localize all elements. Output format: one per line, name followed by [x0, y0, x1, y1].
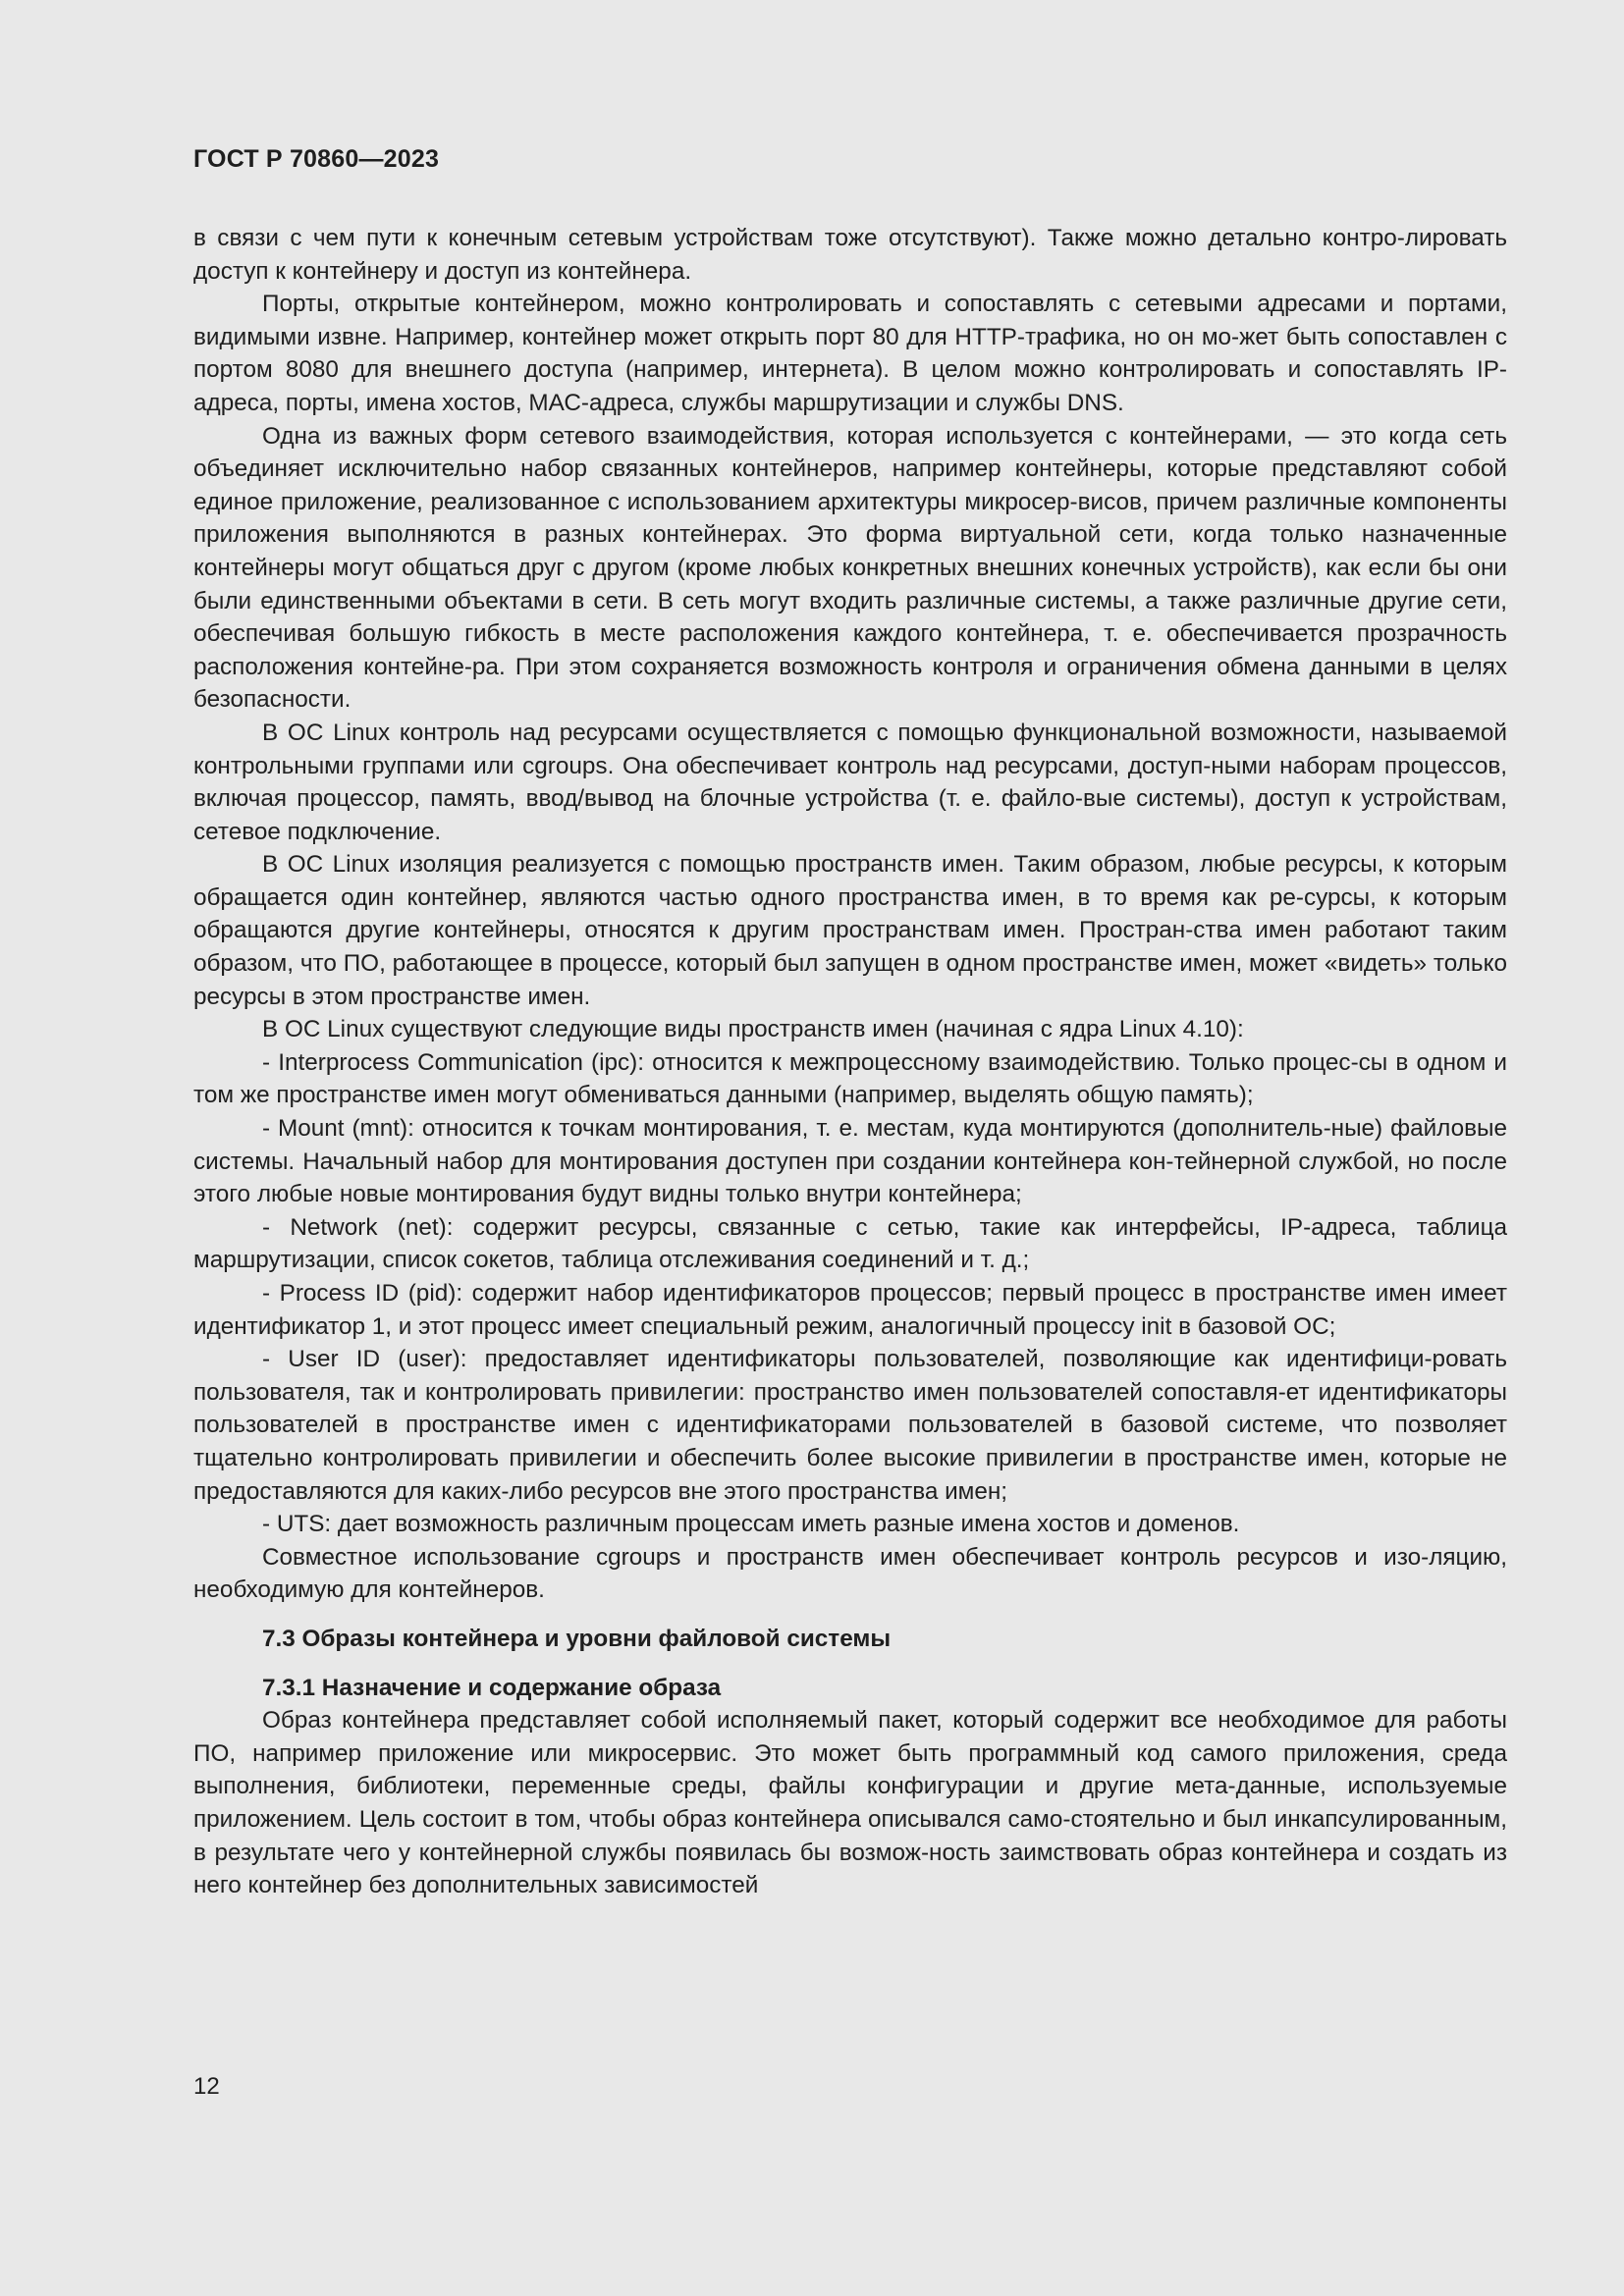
paragraph-summary: Совместное использование cgroups и пространств имен обеспечивает контроль ресурсов и изо-ляцию, необходимую для контейнеров. — [193, 1543, 1507, 1604]
paragraph-cgroups: В ОС Linux контроль над ресурсами осуществляется с помощью функциональной возможности, называемой контрольными группами или cgroups. Она обеспечивает контроль над ресурсами, доступ-ными наборам процессов, включая процессор, память, ввод/вывод на блочные устройства (т. е. файло-вые системы), доступ к устройствам, сетевое подключение. — [193, 719, 1507, 845]
list-item-mnt: - Mount (mnt): относится к точкам монтирования, т. е. местам, куда монтируются (дополнитель-ные) файловые системы. Начальный набор для монтирования доступен при создании контейнера кон-тейнерной службой, но после этого любые новые монтирования будут видны только внутри контейнера; — [193, 1115, 1507, 1208]
page-number: 12 — [193, 2073, 220, 2100]
document-body — [193, 222, 1507, 1902]
paragraph-ports: Порты, открытые контейнером, можно контролировать и сопоставлять с сетевыми адресами и портами, видимыми извне. Например, контейнер может открыть порт 80 для HTTP-трафика, но он мо-жет быть сопоставлен с портом 8080 для внешнего доступа (например, интернета). В целом можно контролировать и сопоставлять IP-адреса, порты, имена хостов, МАС-адреса, службы маршрутизации и службы DNS. — [193, 291, 1507, 416]
list-item-uts: - UTS: дает возможность различным процессам иметь разные имена хостов и доменов. — [262, 1511, 1240, 1538]
section-heading: 7.3 Образы контейнера и уровни файловой системы — [262, 1625, 892, 1652]
paragraph-namespace-kinds: В ОС Linux существуют следующие виды пространств имен (начиная с ядра Linux 4.10): — [262, 1016, 1244, 1043]
subsection-heading: 7.3.1 Назначение и содержание образа — [262, 1674, 722, 1701]
list-item-user: - User ID (user): предоставляет идентификаторы пользователей, позволяющие как идентифици-ровать пользователя, так и контролировать привилегии: пространство имен пользователей сопоставля-ет идентификаторы пользователей в пространстве имен с идентификаторами пользователей в базовой системе, что позволяет тщательно контролировать привилегии и обеспечить более высокие привилегии в пространстве имен, которые не предоставляются для каких-либо ресурсов вне этого пространства имен; — [193, 1346, 1507, 1505]
list-item-net: - Network (net): содержит ресурсы, связанные с сетью, такие как интерфейсы, IP-адреса, таблица маршрутизации, список сокетов, таблица отслеживания соединений и т. д.; — [193, 1213, 1507, 1274]
paragraph-continuation: в связи с чем пути к конечным сетевым устройствам тоже отсутствуют). Также можно детально контро-лировать доступ к контейнеру и доступ из контейнера. — [193, 225, 1507, 285]
list-item-ipc: - Interprocess Communication (ipc): относится к межпроцессному взаимодействию. Только процес-сы в одном и том же пространстве имен могут обмениваться данными (например, выделять общую память); — [193, 1048, 1507, 1109]
document-header: ГОСТ Р 70860—2023 — [193, 145, 440, 173]
paragraph-namespaces: В ОС Linux изоляция реализуется с помощью пространств имен. Таким образом, любые ресурсы, к которым обращается один контейнер, являются частью одного пространства имен, в то время как ре-сурсы, к которым обращаются другие контейнеры, относятся к другим пространствам имен. Простран-ства имен работают таким образом, что ПО, работающее в процессе, который был запущен в одном пространстве имен, может «видеть» только ресурсы в этом пространстве имен. — [193, 851, 1507, 1010]
paragraph-image-purpose: Образ контейнера представляет собой исполняемый пакет, который содержит все необходимое для работы ПО, например приложение или микросервис. Это может быть программный код самого приложения, среда выполнения, библиотеки, переменные среды, файлы конфигурации и другие мета-данные, используемые приложением. Цель состоит в том, чтобы образ контейнера описывался само-стоятельно и был инкапсулированным, в результате чего у контейнерной службы появилась бы возмож-ность заимствовать образ контейнера и создать из него контейнер без дополнительных зависимостей — [193, 1707, 1507, 1899]
paragraph-virtual-network: Одна из важных форм сетевого взаимодействия, которая используется с контейнерами, — это когда сеть объединяет исключительно набор связанных контейнеров, например контейнеры, которые представляют собой единое приложение, реализованное с использованием архитектуры микросер-висов, причем различные компоненты приложения выполняются в разных контейнерах. Это форма виртуальной сети, когда только назначенные контейнеры могут общаться друг с другом (кроме любых конкретных внешних конечных устройств), как если бы они были единственными объектами в сети. В сеть могут входить различные системы, а также различные другие сети, обеспечивая большую гибкость в месте расположения каждого контейнера, т. е. обеспечивается прозрачность расположения контейне-ра. При этом сохраняется возможность контроля и ограничения обмена данными в целях безопасности. — [193, 422, 1507, 714]
list-item-pid: - Process ID (pid): содержит набор идентификаторов процессов; первый процесс в пространстве имен имеет идентификатор 1, и этот процесс имеет специальный режим, аналогичный процессу init в базовой ОС; — [193, 1280, 1507, 1340]
